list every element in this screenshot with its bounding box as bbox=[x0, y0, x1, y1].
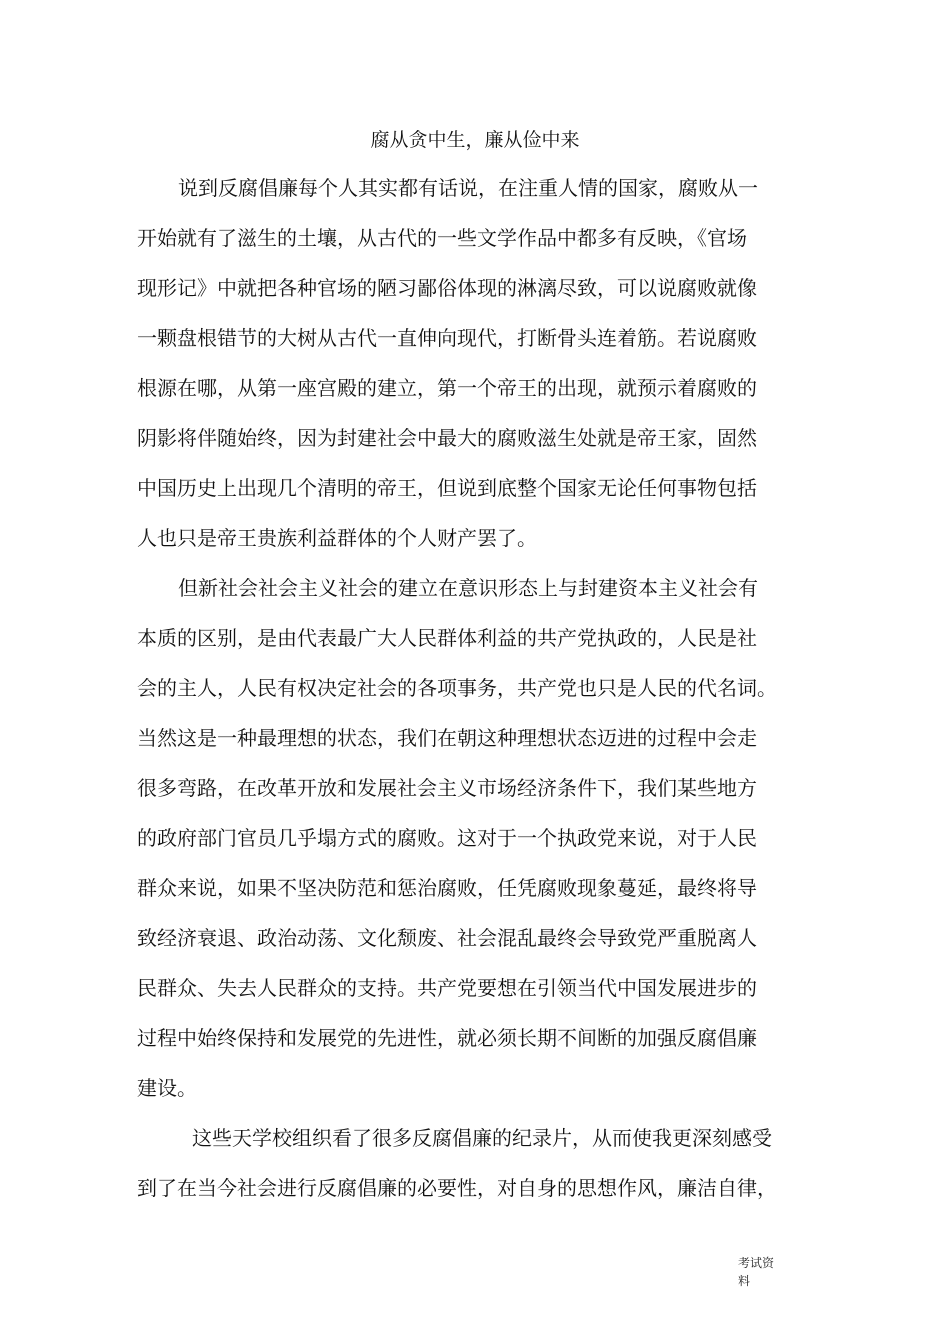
paragraph-line: 到了在当今社会进行反腐倡廉的必要性，对自身的思想作风，廉洁自律， bbox=[137, 1176, 777, 1200]
paragraph-line: 很多弯路，在改革开放和发展社会主义市场经济条件下，我们某些地方 bbox=[137, 776, 757, 800]
paragraph-line: 群众来说，如果不坚决防范和惩治腐败，任凭腐败现象蔓延，最终将导 bbox=[137, 876, 757, 900]
paragraph-line: 中国历史上出现几个清明的帝王，但说到底整个国家无论任何事物包括 bbox=[137, 476, 757, 500]
paragraph-line: 开始就有了滋生的土壤，从古代的一些文学作品中都多有反映，《官场 bbox=[137, 226, 747, 250]
footer-text: 料 bbox=[738, 1274, 751, 1288]
paragraph-line: 但新社会社会主义社会的建立在意识形态上与封建资本主义社会有 bbox=[178, 576, 758, 600]
paragraph-1 bbox=[137, 171, 837, 571]
paragraph-line: 过程中始终保持和发展党的先进性，就必须长期不间断的加强反腐倡廉 bbox=[137, 1026, 757, 1050]
page-footer bbox=[738, 1254, 798, 1290]
document-title: 腐从贪中生，廉从俭中来 bbox=[370, 129, 580, 151]
paragraph-line: 阴影将伴随始终，因为封建社会中最大的腐败滋生处就是帝王家，固然 bbox=[137, 426, 757, 450]
paragraph-line: 会的主人，人民有权决定社会的各项事务，共产党也只是人民的代名词。 bbox=[137, 676, 777, 700]
paragraph-line: 民群众、失去人民群众的支持。共产党要想在引领当代中国发展进步的 bbox=[137, 976, 757, 1000]
paragraph-line: 本质的区别，是由代表最广大人民群体利益的共产党执政的，人民是社 bbox=[137, 626, 757, 650]
paragraph-3 bbox=[137, 1121, 837, 1221]
document-body bbox=[137, 171, 837, 1221]
paragraph-2 bbox=[137, 571, 837, 1121]
paragraph-line: 根源在哪，从第一座宫殿的建立，第一个帝王的出现，就预示着腐败的 bbox=[137, 376, 757, 400]
paragraph-line: 建设。 bbox=[137, 1076, 197, 1100]
paragraph-line: 一颗盘根错节的大树从古代一直伸向现代，打断骨头连着筋。若说腐败 bbox=[137, 326, 757, 350]
paragraph-line: 说到反腐倡廉每个人其实都有话说，在注重人情的国家，腐败从一 bbox=[178, 176, 758, 200]
footer-text: 考试资 bbox=[738, 1256, 775, 1270]
paragraph-line: 现形记》中就把各种官场的陋习鄙俗体现的淋漓尽致，可以说腐败就像 bbox=[137, 276, 757, 300]
paragraph-line: 人也只是帝王贵族利益群体的个人财产罢了。 bbox=[137, 526, 537, 550]
paragraph-line: 当然这是一种最理想的状态，我们在朝这种理想状态迈进的过程中会走 bbox=[137, 726, 757, 750]
paragraph-line: 这些天学校组织看了很多反腐倡廉的纪录片，从而使我更深刻感受 bbox=[192, 1126, 772, 1150]
paragraph-line: 的政府部门官员几乎塌方式的腐败。这对于一个执政党来说，对于人民 bbox=[137, 826, 757, 850]
paragraph-line: 致经济衰退、政治动荡、文化颓废、社会混乱最终会导致党严重脱离人 bbox=[137, 926, 757, 950]
